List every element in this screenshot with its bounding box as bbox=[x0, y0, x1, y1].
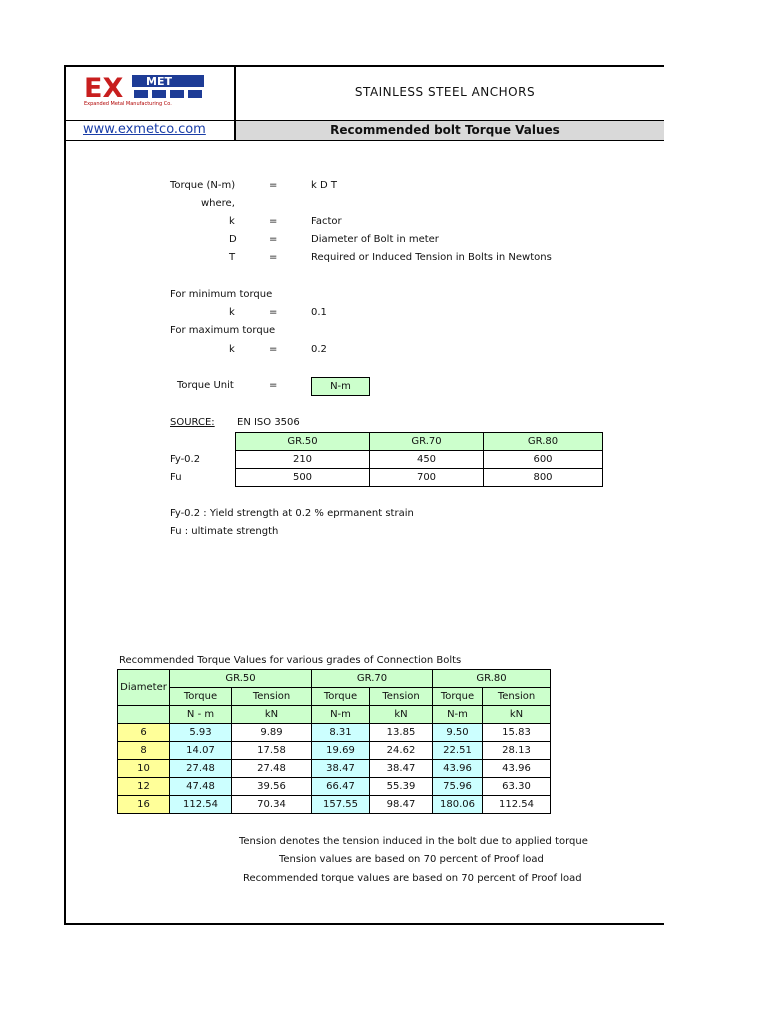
ultimate-note: Fu : ultimate strength bbox=[170, 526, 279, 537]
formula-where: where, bbox=[201, 198, 235, 209]
source-cell[interactable]: 700 bbox=[369, 468, 484, 487]
torque-unit-cell[interactable]: N-m bbox=[311, 377, 370, 396]
note-tension: Tension denotes the tension induced in the bolt due to applied torque bbox=[239, 836, 588, 847]
website-link[interactable]: www.exmetco.com bbox=[83, 122, 206, 137]
torque-value-cell[interactable]: 112.54 bbox=[169, 795, 232, 814]
source-cell[interactable]: 210 bbox=[235, 450, 370, 469]
torque-value-cell[interactable]: 9.50 bbox=[432, 723, 483, 742]
sub-header: Tension bbox=[482, 687, 551, 706]
torque-value-cell[interactable]: 157.55 bbox=[311, 795, 370, 814]
tension-value-cell[interactable]: 98.47 bbox=[369, 795, 433, 814]
unit-cell: N-m bbox=[311, 705, 370, 724]
source-label: SOURCE: bbox=[170, 417, 215, 428]
note-torque-basis: Recommended torque values are based on 70 percent of Proof load bbox=[243, 873, 582, 884]
torque-value-cell[interactable]: 19.69 bbox=[311, 741, 370, 760]
torque-value-cell[interactable]: 47.48 bbox=[169, 777, 232, 796]
formula-torque-eq: = bbox=[269, 180, 278, 191]
tension-value-cell[interactable]: 55.39 bbox=[369, 777, 433, 796]
unit-cell: kN bbox=[482, 705, 551, 724]
diameter-unit-cell bbox=[117, 705, 170, 724]
tension-value-cell[interactable]: 63.30 bbox=[482, 777, 551, 796]
tension-value-cell[interactable]: 112.54 bbox=[482, 795, 551, 814]
logo-met-text: MET bbox=[146, 75, 172, 88]
formula-k-desc: Factor bbox=[311, 216, 342, 227]
min-k-symbol: k bbox=[229, 307, 235, 318]
torque-value-cell[interactable]: 14.07 bbox=[169, 741, 232, 760]
source-cell[interactable]: 500 bbox=[235, 468, 370, 487]
unit-cell: kN bbox=[369, 705, 433, 724]
tension-value-cell[interactable]: 27.48 bbox=[231, 759, 312, 778]
formula-torque-expr: k D T bbox=[311, 180, 337, 191]
tension-value-cell[interactable]: 24.62 bbox=[369, 741, 433, 760]
torque-value-cell[interactable]: 27.48 bbox=[169, 759, 232, 778]
source-grade-header: GR.50 bbox=[235, 432, 370, 451]
source-cell[interactable]: 450 bbox=[369, 450, 484, 469]
formula-t-eq: = bbox=[269, 252, 278, 263]
sub-header: Torque bbox=[311, 687, 370, 706]
formula-d-symbol: D bbox=[229, 234, 237, 245]
min-k-value: 0.1 bbox=[311, 307, 327, 318]
diameter-cell[interactable]: 6 bbox=[117, 723, 170, 742]
torque-value-cell[interactable]: 75.96 bbox=[432, 777, 483, 796]
torque-value-cell[interactable]: 22.51 bbox=[432, 741, 483, 760]
formula-torque-label: Torque (N-m) bbox=[170, 180, 236, 191]
tension-value-cell[interactable]: 15.83 bbox=[482, 723, 551, 742]
diameter-cell[interactable]: 16 bbox=[117, 795, 170, 814]
formula-t-symbol: T bbox=[229, 252, 236, 263]
page-title: STAINLESS STEEL ANCHORS bbox=[354, 85, 536, 99]
sub-header: Tension bbox=[369, 687, 433, 706]
logo-ex-text: EX bbox=[84, 73, 124, 104]
torque-value-cell[interactable]: 5.93 bbox=[169, 723, 232, 742]
tension-value-cell[interactable]: 39.56 bbox=[231, 777, 312, 796]
max-k-value: 0.2 bbox=[311, 344, 327, 355]
tension-value-cell[interactable]: 9.89 bbox=[231, 723, 312, 742]
max-torque-label: For maximum torque bbox=[170, 325, 276, 336]
tension-value-cell[interactable]: 43.96 bbox=[482, 759, 551, 778]
note-tension-basis: Tension values are based on 70 percent of Proof load bbox=[279, 854, 544, 865]
unit-cell: N - m bbox=[169, 705, 232, 724]
formula-k-eq: = bbox=[269, 216, 278, 227]
page-subtitle: Recommended bolt Torque Values bbox=[330, 123, 560, 137]
torque-value-cell[interactable]: 38.47 bbox=[311, 759, 370, 778]
torque-table-caption: Recommended Torque Values for various grades of Connection Bolts bbox=[119, 655, 462, 666]
source-grade-header: GR.70 bbox=[369, 432, 484, 451]
formula-t-desc: Required or Induced Tension in Bolts in Newtons bbox=[311, 252, 552, 263]
min-k-eq: = bbox=[269, 307, 278, 318]
tension-value-cell[interactable]: 28.13 bbox=[482, 741, 551, 760]
tension-value-cell[interactable]: 70.34 bbox=[231, 795, 312, 814]
sub-header: Torque bbox=[169, 687, 232, 706]
header-bottom-rule bbox=[64, 140, 664, 141]
formula-d-eq: = bbox=[269, 234, 278, 245]
tension-value-cell[interactable]: 17.58 bbox=[231, 741, 312, 760]
formula-d-desc: Diameter of Bolt in meter bbox=[311, 234, 439, 245]
yield-note: Fy-0.2 : Yield strength at 0.2 % eprmanent strain bbox=[170, 508, 414, 519]
diameter-cell[interactable]: 10 bbox=[117, 759, 170, 778]
grade-header: GR.50 bbox=[169, 669, 312, 688]
torque-unit-label: Torque Unit bbox=[177, 380, 234, 391]
source-row-label: Fu bbox=[170, 472, 182, 483]
source-cell[interactable]: 800 bbox=[483, 468, 603, 487]
torque-value-cell[interactable]: 8.31 bbox=[311, 723, 370, 742]
max-k-eq: = bbox=[269, 344, 278, 355]
tension-value-cell[interactable]: 13.85 bbox=[369, 723, 433, 742]
diameter-cell[interactable]: 8 bbox=[117, 741, 170, 760]
torque-value-cell[interactable]: 180.06 bbox=[432, 795, 483, 814]
diameter-cell[interactable]: 12 bbox=[117, 777, 170, 796]
source-value: EN ISO 3506 bbox=[237, 417, 300, 428]
source-grade-header: GR.80 bbox=[483, 432, 603, 451]
diameter-header: Diameter bbox=[117, 669, 170, 706]
tension-value-cell[interactable]: 38.47 bbox=[369, 759, 433, 778]
torque-value-cell[interactable]: 43.96 bbox=[432, 759, 483, 778]
torque-unit-eq: = bbox=[269, 380, 278, 391]
header-rule bbox=[64, 120, 664, 121]
unit-cell: N-m bbox=[432, 705, 483, 724]
grade-header: GR.70 bbox=[311, 669, 433, 688]
min-torque-label: For minimum torque bbox=[170, 289, 273, 300]
source-row-label: Fy-0.2 bbox=[170, 454, 201, 465]
grade-header: GR.80 bbox=[432, 669, 551, 688]
sub-header: Tension bbox=[231, 687, 312, 706]
torque-value-cell[interactable]: 66.47 bbox=[311, 777, 370, 796]
source-cell[interactable]: 600 bbox=[483, 450, 603, 469]
unit-cell: kN bbox=[231, 705, 312, 724]
max-k-symbol: k bbox=[229, 344, 235, 355]
logo-caption: Expanded Metal Manufacturing Co. bbox=[84, 101, 172, 107]
formula-k-symbol: k bbox=[229, 216, 235, 227]
sub-header: Torque bbox=[432, 687, 483, 706]
